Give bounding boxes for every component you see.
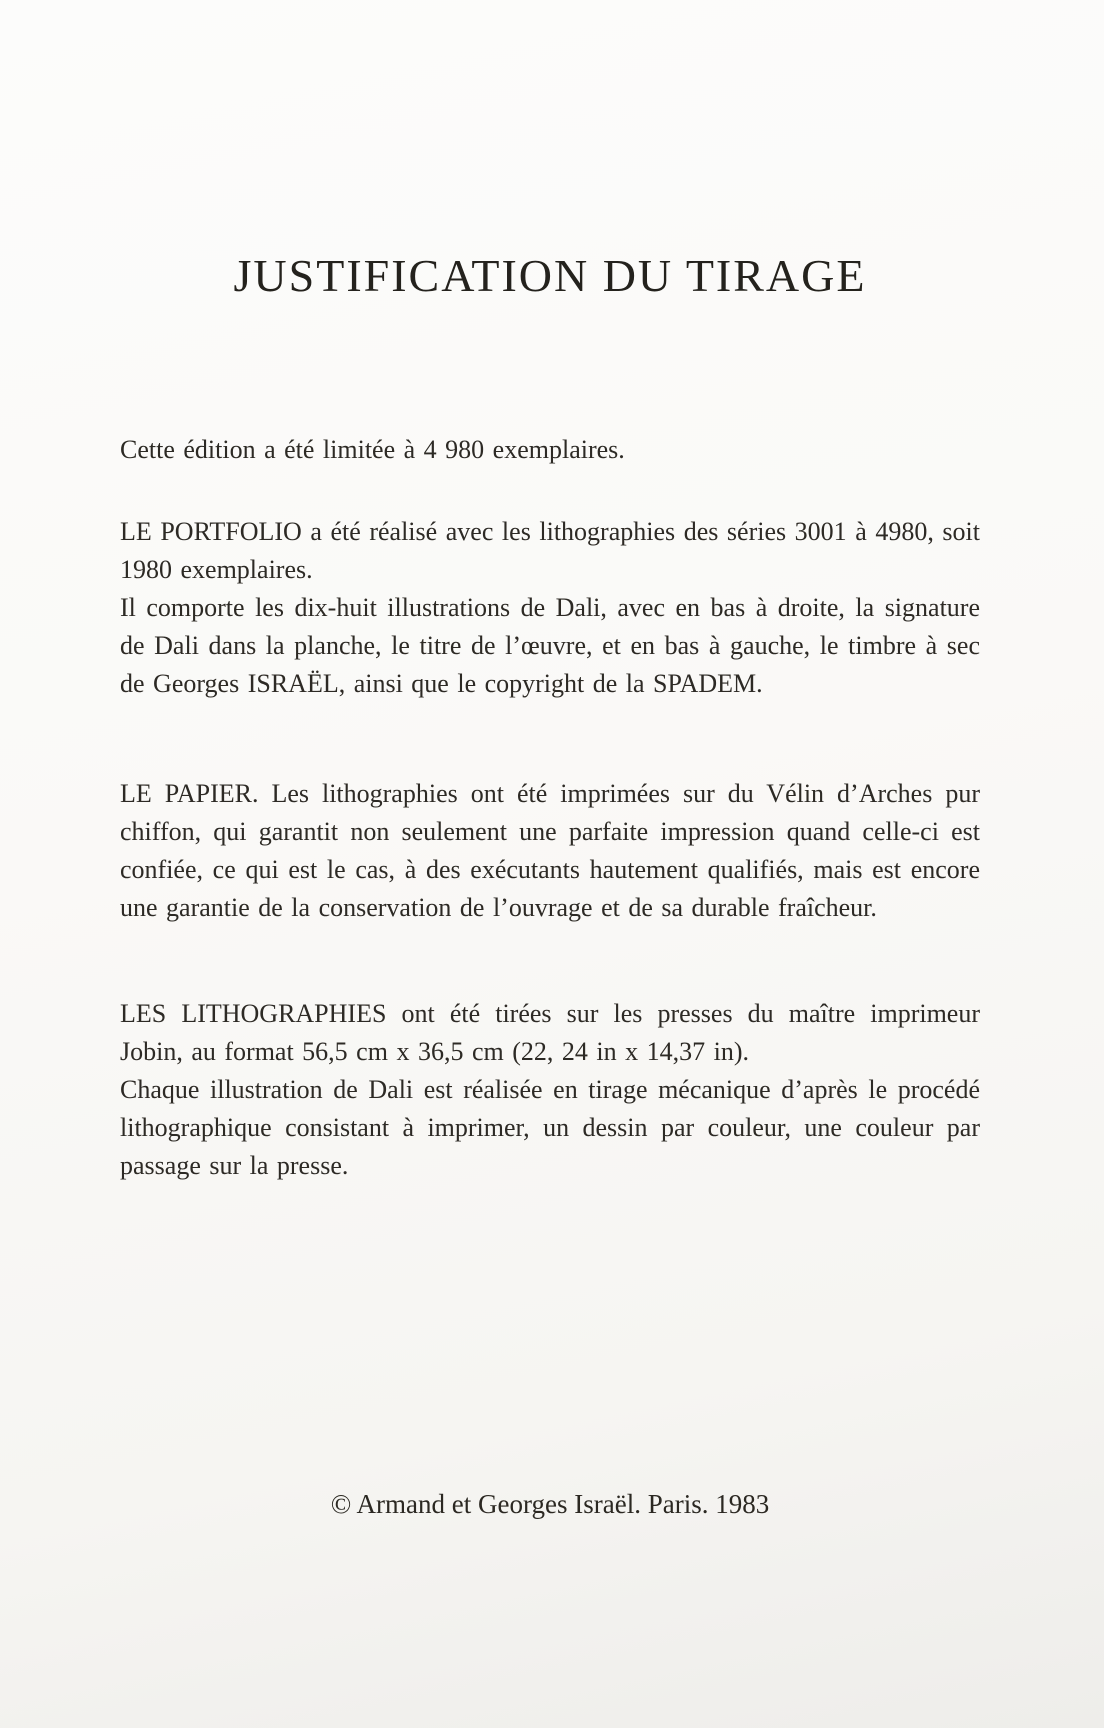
paragraph-portfolio-details: Il comporte les dix-huit illustrations de Dali, avec en bas à droite, la signature de Dali dans la planche, le titre de l’œuvre, et en bas à gauche, le timbre à sec de Georges ISRAËL, ainsi que le copyright de la SPADEM. <box>120 592 980 698</box>
paragraph-edition-limit: Cette édition a été limitée à 4 980 exemplaires. <box>120 434 625 464</box>
page-title: JUSTIFICATION DU TIRAGE <box>233 250 867 301</box>
copyright-line: © Armand et Georges Israël. Paris. 1983 <box>330 1488 770 1519</box>
paragraph-portfolio: LE PORTFOLIO a été réalisé avec les lithographies des séries 3001 à 4980, soit 1980 exemplaires. <box>120 516 980 584</box>
paragraph-lithographies: LES LITHOGRAPHIES ont été tirées sur les presses du maître imprimeur Jobin, au format 56,5 cm x 36,5 cm (22, 24 in x 14,37 in). <box>120 998 980 1066</box>
paragraph-paper: LE PAPIER. Les lithographies ont été imprimées sur du Vélin d’Arches pur chiffon, qui garantit non seulement une parfaite impression quand celle-ci est confiée, ce qui est le cas, à des exécutants hautement qualifiés, mais est encore une garantie de la conservation de l’ouvrage et de sa durable fraîcheur. <box>120 778 980 922</box>
body-text <box>120 431 980 1185</box>
paragraph-lithographies-process: Chaque illustration de Dali est réalisée en tirage mécanique d’après le procédé lithographique consistant à imprimer, un dessin par couleur, une couleur par passage sur la presse. <box>120 1074 980 1180</box>
